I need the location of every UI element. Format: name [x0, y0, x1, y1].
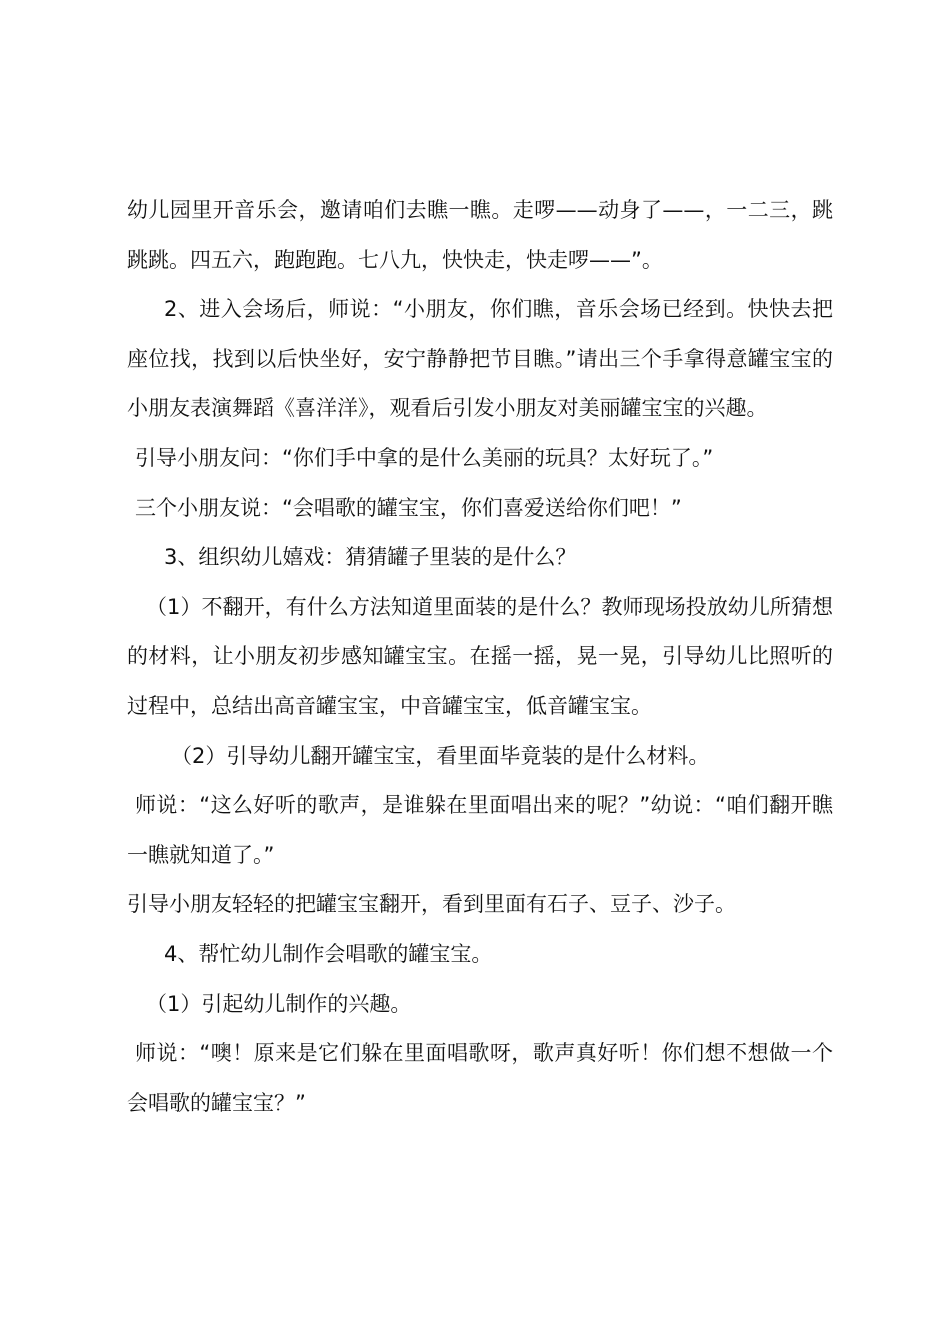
paragraph-step-3-2: （2）引导幼儿翻开罐宝宝，看里面毕竟装的是什么材料。: [171, 743, 710, 768]
paragraph-intro-continued: 幼儿园里开音乐会，邀请咱们去瞧一瞧。走啰——动身了——，一二三，跳跳跳。四五六，跑跑跑。七八九，快快走，快走啰——”。: [127, 198, 833, 272]
paragraph-teacher-closing: 师说：“噢！原来是它们躲在里面唱歌呀，歌声真好听！你们想不想做一个会唱歌的罐宝宝？”: [127, 1041, 833, 1115]
paragraph-step-4-1: （1）引起幼儿制作的兴趣。: [146, 991, 412, 1016]
document-body: [127, 186, 833, 1128]
paragraph-step-4: 4、帮忙幼儿制作会唱歌的罐宝宝。: [164, 941, 493, 966]
paragraph-open-jar: 引导小朋友轻轻的把罐宝宝翻开，看到里面有石子、豆子、沙子。: [127, 892, 736, 917]
paragraph-step-3-1: （1）不翻开，有什么方法知道里面装的是什么？教师现场投放幼儿所猜想的材料，让小朋友初步感知罐宝宝。在摇一摇，晃一晃，引导幼儿比照听的过程中，总结出高音罐宝宝，中音罐宝宝，低音罐宝宝。: [127, 594, 833, 718]
paragraph-guide-question: 引导小朋友问：“你们手中拿的是什么美丽的玩具？太好玩了。”: [135, 445, 714, 470]
paragraph-step-2: 2、进入会场后，师说：“小朋友，你们瞧，音乐会场已经到。快快去把座位找，找到以后快坐好，安宁静静把节目瞧。”请出三个手拿得意罐宝宝的小朋友表演舞蹈《喜洋洋》，观看后引发小朋友对美丽罐宝宝的兴趣。: [127, 297, 833, 421]
paragraph-step-3: 3、组织幼儿嬉戏：猜猜罐子里装的是什么？: [164, 545, 577, 570]
paragraph-children-answer: 三个小朋友说：“会唱歌的罐宝宝，你们喜爱送给你们吧！”: [135, 495, 682, 520]
paragraph-teacher-dialogue: 师说：“这么好听的歌声，是谁躲在里面唱出来的呢？”幼说：“咱们翻开瞧一瞧就知道了。”: [127, 793, 833, 867]
